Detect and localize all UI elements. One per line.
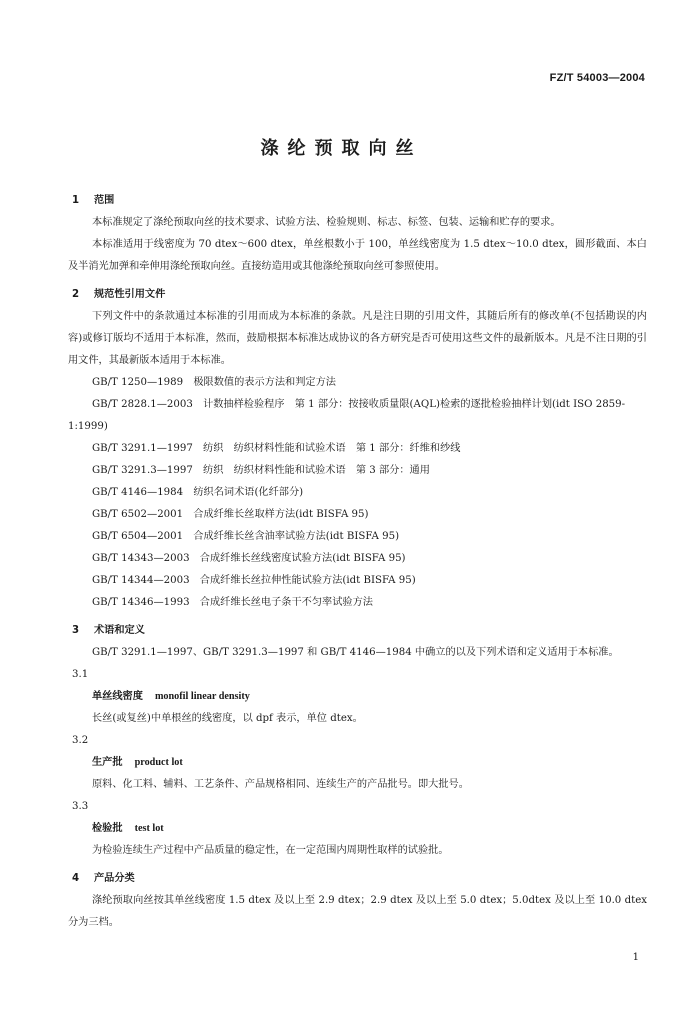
page-number: 1	[632, 952, 639, 963]
section-heading: 1 范围	[72, 195, 115, 206]
reference-item: GB/T 6502—2001 合成纤维长丝取样方法(idt BISFA 95)	[92, 509, 369, 520]
term-en: product lot	[134, 757, 183, 768]
term-definition: 长丝(或复丝)中单根丝的线密度，以 dpf 表示，单位 dtex。	[92, 713, 363, 724]
reference-item: GB/T 2828.1—2003 计数抽样检验程序 第 1 部分：按接收质量限(AQL)检索的逐批检验抽样计划(idt ISO 2859-1:1999)	[68, 399, 626, 432]
term-entry	[68, 818, 647, 840]
term-en: test lot	[134, 823, 164, 834]
paragraph: 本标准规定了涤纶预取向丝的技术要求、试验方法、检验规则、标志、标签、包装、运输和贮存的要求。	[92, 217, 561, 228]
clause-number: 3.2	[72, 735, 89, 746]
reference-item: GB/T 14344—2003 合成纤维长丝拉伸性能试验方法(idt BISFA 95)	[92, 575, 416, 586]
standard-number: FZ/T 54003—2004	[549, 72, 645, 84]
section-heading: 3 术语和定义	[72, 625, 145, 636]
term-en: monofil linear density	[154, 691, 250, 702]
reference-item: GB/T 1250—1989 极限数值的表示方法和判定方法	[92, 377, 336, 388]
term-zh: 检验批	[92, 823, 123, 834]
paragraph: 本标准适用于线密度为 70 dtex～600 dtex，单丝根数小于 100，单丝线密度为 1.5 dtex～10.0 dtex，圆形截面、本白及半消光加弹和牵伸用涤纶预取向丝。直接纺造用或其他涤纶预取向丝可参照使用。	[68, 239, 647, 272]
term-entry	[68, 752, 647, 774]
term-definition: 为检验连续生产过程中产品质量的稳定性，在一定范围内周期性取样的试验批。	[92, 845, 449, 856]
term-entry	[68, 686, 647, 708]
reference-item: GB/T 14346—1993 合成纤维长丝电子条干不匀率试验方法	[92, 597, 373, 608]
reference-item: GB/T 3291.1—1997 纺织 纺织材料性能和试验术语 第 1 部分：纤维和纱线	[92, 443, 461, 454]
clause-number: 3.1	[72, 669, 89, 680]
paragraph: GB/T 3291.1—1997、GB/T 3291.3—1997 和 GB/T 4146—1984 中确立的以及下列术语和定义适用于本标准。	[92, 647, 619, 658]
reference-item: GB/T 6504—2001 合成纤维长丝含油率试验方法(idt BISFA 95)	[92, 531, 400, 542]
reference-item: GB/T 3291.3—1997 纺织 纺织材料性能和试验术语 第 3 部分：通用	[92, 465, 430, 476]
reference-item: GB/T 14343—2003 合成纤维长丝线密度试验方法(idt BISFA 95)	[92, 553, 406, 564]
section-heading: 4 产品分类	[72, 873, 135, 884]
section-heading: 2 规范性引用文件	[72, 289, 166, 300]
paragraph: 下列文件中的条款通过本标准的引用而成为本标准的条款。凡是注日期的引用文件，其随后所有的修改单(不包括勘误的内容)或修订版均不适用于本标准，然而，鼓励根据本标准达成协议的各方研究是否可使用这些文件的最新版本。凡是不注日期的引用文件，其最新版本适用于本标准。	[68, 311, 647, 366]
term-zh: 生产批	[92, 757, 123, 768]
clause-number: 3.3	[72, 801, 89, 812]
document-body	[68, 190, 647, 934]
page-title: 涤纶预取向丝	[260, 138, 423, 159]
term-zh: 单丝线密度	[92, 691, 143, 702]
term-definition: 原料、化工料、辅料、工艺条件、产品规格相同、连续生产的产品批号。即大批号。	[92, 779, 469, 790]
reference-item: GB/T 4146—1984 纺织名词术语(化纤部分)	[92, 487, 304, 498]
paragraph: 涤纶预取向丝按其单丝线密度 1.5 dtex 及以上至 2.9 dtex；2.9 dtex 及以上至 5.0 dtex；5.0dtex 及以上至 10.0 dtex 分为三档。	[68, 895, 647, 928]
